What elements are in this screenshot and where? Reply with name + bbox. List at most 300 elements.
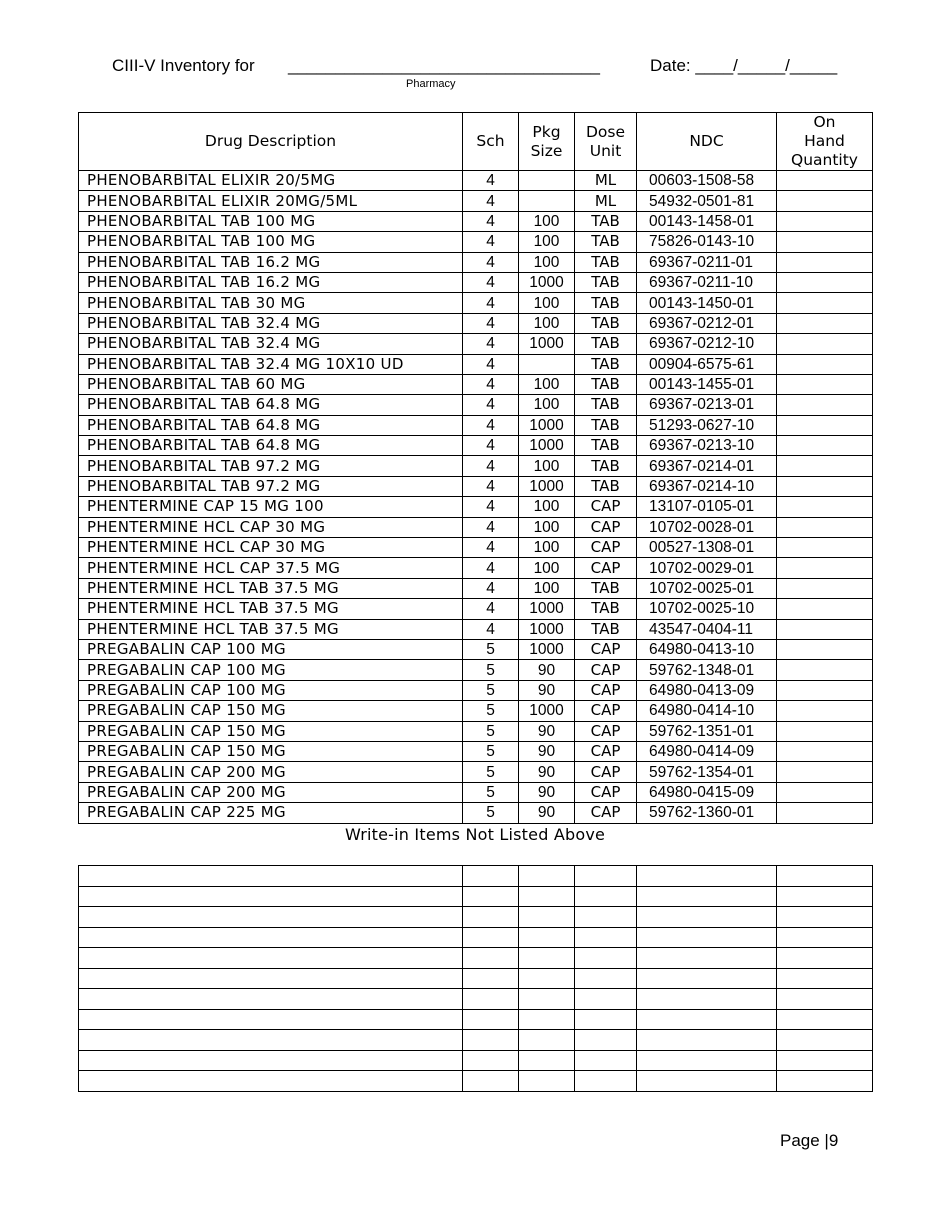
on-hand-quantity-cell[interactable] xyxy=(777,436,873,456)
pharmacy-caption: Pharmacy xyxy=(406,78,456,90)
on-hand-quantity-cell[interactable] xyxy=(777,232,873,252)
on-hand-quantity-cell[interactable] xyxy=(777,497,873,517)
drug-description-cell: PHENOBARBITAL TAB 97.2 MG xyxy=(79,476,463,496)
sch-cell: 4 xyxy=(463,497,519,517)
on-hand-quantity-cell[interactable] xyxy=(777,395,873,415)
drug-description-cell: PREGABALIN CAP 200 MG xyxy=(79,762,463,782)
table-row xyxy=(79,374,873,394)
writein-sch-cell[interactable] xyxy=(463,989,519,1010)
writein-on-hand-quantity-cell[interactable] xyxy=(777,989,873,1010)
ndc-cell: 10702-0029-01 xyxy=(637,558,777,578)
pkg-size-cell: 90 xyxy=(519,762,575,782)
table-row xyxy=(79,436,873,456)
writein-sch-cell[interactable] xyxy=(463,1050,519,1071)
on-hand-quantity-cell[interactable] xyxy=(777,660,873,680)
pkg-size-cell: 100 xyxy=(519,374,575,394)
column-header-pkg-size: Pkg Size xyxy=(519,113,575,171)
writein-dose-unit-cell[interactable] xyxy=(575,886,637,907)
sch-cell: 4 xyxy=(463,395,519,415)
inventory-table xyxy=(78,112,873,824)
table-row xyxy=(79,803,873,823)
sch-cell: 5 xyxy=(463,639,519,659)
writein-row xyxy=(79,927,873,948)
dose-unit-cell: TAB xyxy=(575,456,637,476)
writein-ndc-cell[interactable] xyxy=(637,907,777,928)
ndc-cell: 00603-1508-58 xyxy=(637,171,777,191)
writein-ndc-cell[interactable] xyxy=(637,886,777,907)
pkg-size-cell xyxy=(519,171,575,191)
writein-on-hand-quantity-cell[interactable] xyxy=(777,907,873,928)
on-hand-quantity-cell[interactable] xyxy=(777,456,873,476)
drug-description-cell: PREGABALIN CAP 100 MG xyxy=(79,660,463,680)
sch-cell: 5 xyxy=(463,701,519,721)
on-hand-quantity-cell[interactable] xyxy=(777,578,873,598)
dose-unit-cell: CAP xyxy=(575,558,637,578)
pkg-size-cell: 100 xyxy=(519,252,575,272)
writein-ndc-cell[interactable] xyxy=(637,948,777,969)
table-row xyxy=(79,578,873,598)
on-hand-quantity-cell[interactable] xyxy=(777,538,873,558)
ndc-cell: 10702-0025-01 xyxy=(637,578,777,598)
ndc-cell: 69367-0214-01 xyxy=(637,456,777,476)
writein-sch-cell[interactable] xyxy=(463,968,519,989)
drug-description-cell: PHENOBARBITAL TAB 32.4 MG xyxy=(79,313,463,333)
writein-ndc-cell[interactable] xyxy=(637,1071,777,1092)
on-hand-quantity-cell[interactable] xyxy=(777,313,873,333)
ndc-cell: 10702-0025-10 xyxy=(637,599,777,619)
drug-description-cell: PHENTERMINE HCL CAP 37.5 MG xyxy=(79,558,463,578)
pkg-size-cell: 90 xyxy=(519,782,575,802)
sch-cell: 5 xyxy=(463,660,519,680)
dose-unit-cell: TAB xyxy=(575,313,637,333)
writein-row xyxy=(79,968,873,989)
on-hand-quantity-cell[interactable] xyxy=(777,517,873,537)
on-hand-quantity-cell[interactable] xyxy=(777,721,873,741)
writein-drug-description-cell[interactable] xyxy=(79,907,463,928)
writein-pkg-size-cell[interactable] xyxy=(519,1030,575,1051)
drug-description-cell: PHENOBARBITAL TAB 64.8 MG xyxy=(79,415,463,435)
writein-drug-description-cell[interactable] xyxy=(79,989,463,1010)
sch-cell: 4 xyxy=(463,619,519,639)
drug-description-cell: PHENOBARBITAL TAB 30 MG xyxy=(79,293,463,313)
dose-unit-cell: TAB xyxy=(575,232,637,252)
dose-unit-cell: TAB xyxy=(575,619,637,639)
table-row xyxy=(79,272,873,292)
table-row xyxy=(79,211,873,231)
on-hand-quantity-cell[interactable] xyxy=(777,680,873,700)
ndc-cell: 64980-0415-09 xyxy=(637,782,777,802)
drug-description-cell: PHENTERMINE HCL CAP 30 MG xyxy=(79,538,463,558)
drug-description-cell: PHENOBARBITAL TAB 16.2 MG xyxy=(79,252,463,272)
sch-cell: 4 xyxy=(463,313,519,333)
pkg-size-cell: 100 xyxy=(519,456,575,476)
ndc-cell: 13107-0105-01 xyxy=(637,497,777,517)
writein-dose-unit-cell[interactable] xyxy=(575,1030,637,1051)
writein-drug-description-cell[interactable] xyxy=(79,948,463,969)
date-field[interactable]: Date: ____/_____/_____ xyxy=(650,56,838,75)
writein-on-hand-quantity-cell[interactable] xyxy=(777,866,873,887)
on-hand-quantity-cell[interactable] xyxy=(777,354,873,374)
ndc-cell: 69367-0214-10 xyxy=(637,476,777,496)
writein-pkg-size-cell[interactable] xyxy=(519,886,575,907)
page-number: Page |9 xyxy=(780,1131,839,1150)
pkg-size-cell: 100 xyxy=(519,578,575,598)
ndc-cell: 59762-1354-01 xyxy=(637,762,777,782)
table-row xyxy=(79,334,873,354)
ndc-cell: 69367-0212-10 xyxy=(637,334,777,354)
pkg-size-cell: 100 xyxy=(519,313,575,333)
pkg-size-cell: 100 xyxy=(519,232,575,252)
on-hand-quantity-cell[interactable] xyxy=(777,476,873,496)
writein-pkg-size-cell[interactable] xyxy=(519,1050,575,1071)
pkg-size-cell: 1000 xyxy=(519,701,575,721)
on-hand-quantity-cell[interactable] xyxy=(777,619,873,639)
dose-unit-cell: TAB xyxy=(575,436,637,456)
dose-unit-cell: TAB xyxy=(575,395,637,415)
on-hand-quantity-cell[interactable] xyxy=(777,272,873,292)
sch-cell: 4 xyxy=(463,293,519,313)
writein-drug-description-cell[interactable] xyxy=(79,866,463,887)
dose-unit-cell: TAB xyxy=(575,476,637,496)
sch-cell: 4 xyxy=(463,252,519,272)
writein-pkg-size-cell[interactable] xyxy=(519,927,575,948)
inventory-title: CIII-V Inventory for xyxy=(112,56,255,75)
on-hand-quantity-cell[interactable] xyxy=(777,334,873,354)
writein-ndc-cell[interactable] xyxy=(637,968,777,989)
writein-ndc-cell[interactable] xyxy=(637,1009,777,1030)
writein-pkg-size-cell[interactable] xyxy=(519,907,575,928)
pkg-size-cell: 1000 xyxy=(519,639,575,659)
writein-row xyxy=(79,1009,873,1030)
drug-description-cell: PREGABALIN CAP 150 MG xyxy=(79,701,463,721)
writein-pkg-size-cell[interactable] xyxy=(519,989,575,1010)
writein-ndc-cell[interactable] xyxy=(637,866,777,887)
ndc-cell: 64980-0414-09 xyxy=(637,741,777,761)
column-header-on-hand-quantity: On Hand Quantity xyxy=(777,113,873,171)
sch-cell: 4 xyxy=(463,558,519,578)
table-row xyxy=(79,741,873,761)
writein-sch-cell[interactable] xyxy=(463,1071,519,1092)
dose-unit-cell: TAB xyxy=(575,272,637,292)
drug-description-cell: PHENTERMINE HCL TAB 37.5 MG xyxy=(79,599,463,619)
pkg-size-cell xyxy=(519,354,575,374)
sch-cell: 4 xyxy=(463,599,519,619)
drug-description-cell: PHENOBARBITAL TAB 60 MG xyxy=(79,374,463,394)
dose-unit-cell: TAB xyxy=(575,599,637,619)
pkg-size-cell: 100 xyxy=(519,293,575,313)
inventory-table-body xyxy=(79,171,873,824)
drug-description-cell: PHENOBARBITAL TAB 32.4 MG xyxy=(79,334,463,354)
writein-sch-cell[interactable] xyxy=(463,1030,519,1051)
on-hand-quantity-cell[interactable] xyxy=(777,252,873,272)
dose-unit-cell: CAP xyxy=(575,680,637,700)
drug-description-cell: PHENTERMINE CAP 15 MG 100 xyxy=(79,497,463,517)
pkg-size-cell: 1000 xyxy=(519,436,575,456)
pkg-size-cell: 100 xyxy=(519,211,575,231)
writein-on-hand-quantity-cell[interactable] xyxy=(777,1071,873,1092)
table-row xyxy=(79,762,873,782)
writein-pkg-size-cell[interactable] xyxy=(519,968,575,989)
drug-description-cell: PHENOBARBITAL TAB 64.8 MG xyxy=(79,436,463,456)
writein-on-hand-quantity-cell[interactable] xyxy=(777,927,873,948)
ndc-cell: 43547-0404-11 xyxy=(637,619,777,639)
writein-sch-cell[interactable] xyxy=(463,1009,519,1030)
pkg-size-cell: 90 xyxy=(519,803,575,823)
dose-unit-cell: CAP xyxy=(575,639,637,659)
dose-unit-cell: ML xyxy=(575,171,637,191)
dose-unit-cell: CAP xyxy=(575,762,637,782)
pkg-size-cell xyxy=(519,191,575,211)
on-hand-quantity-cell[interactable] xyxy=(777,599,873,619)
writein-ndc-cell[interactable] xyxy=(637,927,777,948)
ndc-cell: 75826-0143-10 xyxy=(637,232,777,252)
drug-description-cell: PHENOBARBITAL ELIXIR 20/5MG xyxy=(79,171,463,191)
sch-cell: 4 xyxy=(463,578,519,598)
on-hand-quantity-cell[interactable] xyxy=(777,191,873,211)
pkg-size-cell: 1000 xyxy=(519,415,575,435)
on-hand-quantity-cell[interactable] xyxy=(777,558,873,578)
table-row xyxy=(79,660,873,680)
ndc-cell: 51293-0627-10 xyxy=(637,415,777,435)
ndc-cell: 64980-0413-09 xyxy=(637,680,777,700)
pkg-size-cell: 100 xyxy=(519,558,575,578)
writein-drug-description-cell[interactable] xyxy=(79,1071,463,1092)
sch-cell: 4 xyxy=(463,374,519,394)
drug-description-cell: PHENOBARBITAL ELIXIR 20MG/5ML xyxy=(79,191,463,211)
writein-drug-description-cell[interactable] xyxy=(79,1030,463,1051)
writein-drug-description-cell[interactable] xyxy=(79,968,463,989)
dose-unit-cell: TAB xyxy=(575,293,637,313)
pkg-size-cell: 100 xyxy=(519,497,575,517)
writein-dose-unit-cell[interactable] xyxy=(575,927,637,948)
on-hand-quantity-cell[interactable] xyxy=(777,762,873,782)
writein-dose-unit-cell[interactable] xyxy=(575,968,637,989)
sch-cell: 5 xyxy=(463,741,519,761)
drug-description-cell: PREGABALIN CAP 225 MG xyxy=(79,803,463,823)
sch-cell: 4 xyxy=(463,354,519,374)
dose-unit-cell: CAP xyxy=(575,660,637,680)
pkg-size-cell: 100 xyxy=(519,395,575,415)
drug-description-cell: PHENOBARBITAL TAB 16.2 MG xyxy=(79,272,463,292)
drug-description-cell: PHENOBARBITAL TAB 97.2 MG xyxy=(79,456,463,476)
ndc-cell: 64980-0414-10 xyxy=(637,701,777,721)
table-row xyxy=(79,538,873,558)
sch-cell: 5 xyxy=(463,782,519,802)
writein-ndc-cell[interactable] xyxy=(637,989,777,1010)
table-row xyxy=(79,701,873,721)
ndc-cell: 00143-1450-01 xyxy=(637,293,777,313)
pkg-size-cell: 1000 xyxy=(519,599,575,619)
table-row xyxy=(79,293,873,313)
drug-description-cell: PREGABALIN CAP 100 MG xyxy=(79,639,463,659)
table-row xyxy=(79,619,873,639)
pkg-size-cell: 90 xyxy=(519,680,575,700)
table-row xyxy=(79,313,873,333)
writein-drug-description-cell[interactable] xyxy=(79,1009,463,1030)
ndc-cell: 10702-0028-01 xyxy=(637,517,777,537)
writein-sch-cell[interactable] xyxy=(463,927,519,948)
writein-dose-unit-cell[interactable] xyxy=(575,1050,637,1071)
writein-dose-unit-cell[interactable] xyxy=(575,1071,637,1092)
writein-row xyxy=(79,1050,873,1071)
sch-cell: 4 xyxy=(463,232,519,252)
pkg-size-cell: 1000 xyxy=(519,476,575,496)
writein-on-hand-quantity-cell[interactable] xyxy=(777,886,873,907)
sch-cell: 4 xyxy=(463,171,519,191)
dose-unit-cell: TAB xyxy=(575,354,637,374)
pkg-size-cell: 1000 xyxy=(519,334,575,354)
writein-row xyxy=(79,948,873,969)
drug-description-cell: PHENOBARBITAL TAB 64.8 MG xyxy=(79,395,463,415)
sch-cell: 4 xyxy=(463,517,519,537)
page-header xyxy=(0,56,950,96)
writein-on-hand-quantity-cell[interactable] xyxy=(777,1030,873,1051)
writein-drug-description-cell[interactable] xyxy=(79,886,463,907)
drug-description-cell: PREGABALIN CAP 150 MG xyxy=(79,741,463,761)
on-hand-quantity-cell[interactable] xyxy=(777,701,873,721)
drug-description-cell: PHENTERMINE HCL TAB 37.5 MG xyxy=(79,619,463,639)
column-header-dose-unit: Dose Unit xyxy=(575,113,637,171)
table-row xyxy=(79,680,873,700)
pkg-size-cell: 90 xyxy=(519,660,575,680)
sch-cell: 5 xyxy=(463,680,519,700)
drug-description-cell: PHENTERMINE HCL CAP 30 MG xyxy=(79,517,463,537)
writein-title: Write-in Items Not Listed Above xyxy=(344,825,606,844)
writein-dose-unit-cell[interactable] xyxy=(575,1009,637,1030)
ndc-cell: 69367-0213-01 xyxy=(637,395,777,415)
table-row xyxy=(79,191,873,211)
dose-unit-cell: TAB xyxy=(575,211,637,231)
on-hand-quantity-cell[interactable] xyxy=(777,293,873,313)
writein-pkg-size-cell[interactable] xyxy=(519,1071,575,1092)
dose-unit-cell: ML xyxy=(575,191,637,211)
writein-pkg-size-cell[interactable] xyxy=(519,866,575,887)
writein-drug-description-cell[interactable] xyxy=(79,927,463,948)
ndc-cell: 00143-1458-01 xyxy=(637,211,777,231)
on-hand-quantity-cell[interactable] xyxy=(777,639,873,659)
column-header-drug-description: Drug Description xyxy=(79,113,463,171)
ndc-cell: 54932-0501-81 xyxy=(637,191,777,211)
ndc-cell: 69367-0212-01 xyxy=(637,313,777,333)
writein-row xyxy=(79,907,873,928)
column-header-sch: Sch xyxy=(463,113,519,171)
on-hand-quantity-cell[interactable] xyxy=(777,211,873,231)
on-hand-quantity-cell[interactable] xyxy=(777,374,873,394)
table-row xyxy=(79,517,873,537)
writein-on-hand-quantity-cell[interactable] xyxy=(777,948,873,969)
table-row xyxy=(79,558,873,578)
sch-cell: 4 xyxy=(463,456,519,476)
dose-unit-cell: CAP xyxy=(575,741,637,761)
sch-cell: 4 xyxy=(463,436,519,456)
table-row xyxy=(79,354,873,374)
table-row xyxy=(79,415,873,435)
sch-cell: 5 xyxy=(463,762,519,782)
table-row xyxy=(79,476,873,496)
writein-on-hand-quantity-cell[interactable] xyxy=(777,1050,873,1071)
table-row xyxy=(79,782,873,802)
dose-unit-cell: TAB xyxy=(575,334,637,354)
drug-description-cell: PHENOBARBITAL TAB 100 MG xyxy=(79,211,463,231)
table-row xyxy=(79,721,873,741)
column-header-ndc: NDC xyxy=(637,113,777,171)
on-hand-quantity-cell[interactable] xyxy=(777,741,873,761)
writein-pkg-size-cell[interactable] xyxy=(519,1009,575,1030)
writein-sch-cell[interactable] xyxy=(463,886,519,907)
dose-unit-cell: CAP xyxy=(575,803,637,823)
dose-unit-cell: CAP xyxy=(575,782,637,802)
sch-cell: 4 xyxy=(463,476,519,496)
dose-unit-cell: TAB xyxy=(575,252,637,272)
pkg-size-cell: 90 xyxy=(519,721,575,741)
sch-cell: 5 xyxy=(463,803,519,823)
sch-cell: 4 xyxy=(463,538,519,558)
writein-ndc-cell[interactable] xyxy=(637,1050,777,1071)
writein-dose-unit-cell[interactable] xyxy=(575,866,637,887)
ndc-cell: 69367-0211-01 xyxy=(637,252,777,272)
dose-unit-cell: CAP xyxy=(575,701,637,721)
writein-row xyxy=(79,1030,873,1051)
ndc-cell: 00904-6575-61 xyxy=(637,354,777,374)
pharmacy-name-field[interactable]: _________________________________ xyxy=(288,56,601,75)
sch-cell: 4 xyxy=(463,272,519,292)
writein-dose-unit-cell[interactable] xyxy=(575,907,637,928)
dose-unit-cell: TAB xyxy=(575,578,637,598)
on-hand-quantity-cell[interactable] xyxy=(777,171,873,191)
dose-unit-cell: CAP xyxy=(575,517,637,537)
ndc-cell: 64980-0413-10 xyxy=(637,639,777,659)
drug-description-cell: PHENTERMINE HCL TAB 37.5 MG xyxy=(79,578,463,598)
writein-drug-description-cell[interactable] xyxy=(79,1050,463,1071)
dose-unit-cell: TAB xyxy=(575,374,637,394)
table-row xyxy=(79,395,873,415)
dose-unit-cell: CAP xyxy=(575,721,637,741)
dose-unit-cell: CAP xyxy=(575,497,637,517)
writein-dose-unit-cell[interactable] xyxy=(575,989,637,1010)
drug-description-cell: PREGABALIN CAP 100 MG xyxy=(79,680,463,700)
writein-pkg-size-cell[interactable] xyxy=(519,948,575,969)
writein-dose-unit-cell[interactable] xyxy=(575,948,637,969)
pkg-size-cell: 100 xyxy=(519,538,575,558)
writein-on-hand-quantity-cell[interactable] xyxy=(777,968,873,989)
sch-cell: 4 xyxy=(463,334,519,354)
on-hand-quantity-cell[interactable] xyxy=(777,782,873,802)
on-hand-quantity-cell[interactable] xyxy=(777,415,873,435)
ndc-cell: 59762-1360-01 xyxy=(637,803,777,823)
sch-cell: 4 xyxy=(463,211,519,231)
writein-row xyxy=(79,1071,873,1092)
table-row xyxy=(79,639,873,659)
writein-table-body xyxy=(79,866,873,1092)
writein-row xyxy=(79,989,873,1010)
ndc-cell: 59762-1351-01 xyxy=(637,721,777,741)
writein-sch-cell[interactable] xyxy=(463,907,519,928)
table-row xyxy=(79,252,873,272)
table-row xyxy=(79,171,873,191)
sch-cell: 5 xyxy=(463,721,519,741)
table-header-row xyxy=(79,113,873,171)
table-row xyxy=(79,599,873,619)
on-hand-quantity-cell[interactable] xyxy=(777,803,873,823)
ndc-cell: 00527-1308-01 xyxy=(637,538,777,558)
writein-ndc-cell[interactable] xyxy=(637,1030,777,1051)
ndc-cell: 00143-1455-01 xyxy=(637,374,777,394)
writein-sch-cell[interactable] xyxy=(463,866,519,887)
writein-on-hand-quantity-cell[interactable] xyxy=(777,1009,873,1030)
table-row xyxy=(79,456,873,476)
writein-sch-cell[interactable] xyxy=(463,948,519,969)
dose-unit-cell: CAP xyxy=(575,538,637,558)
